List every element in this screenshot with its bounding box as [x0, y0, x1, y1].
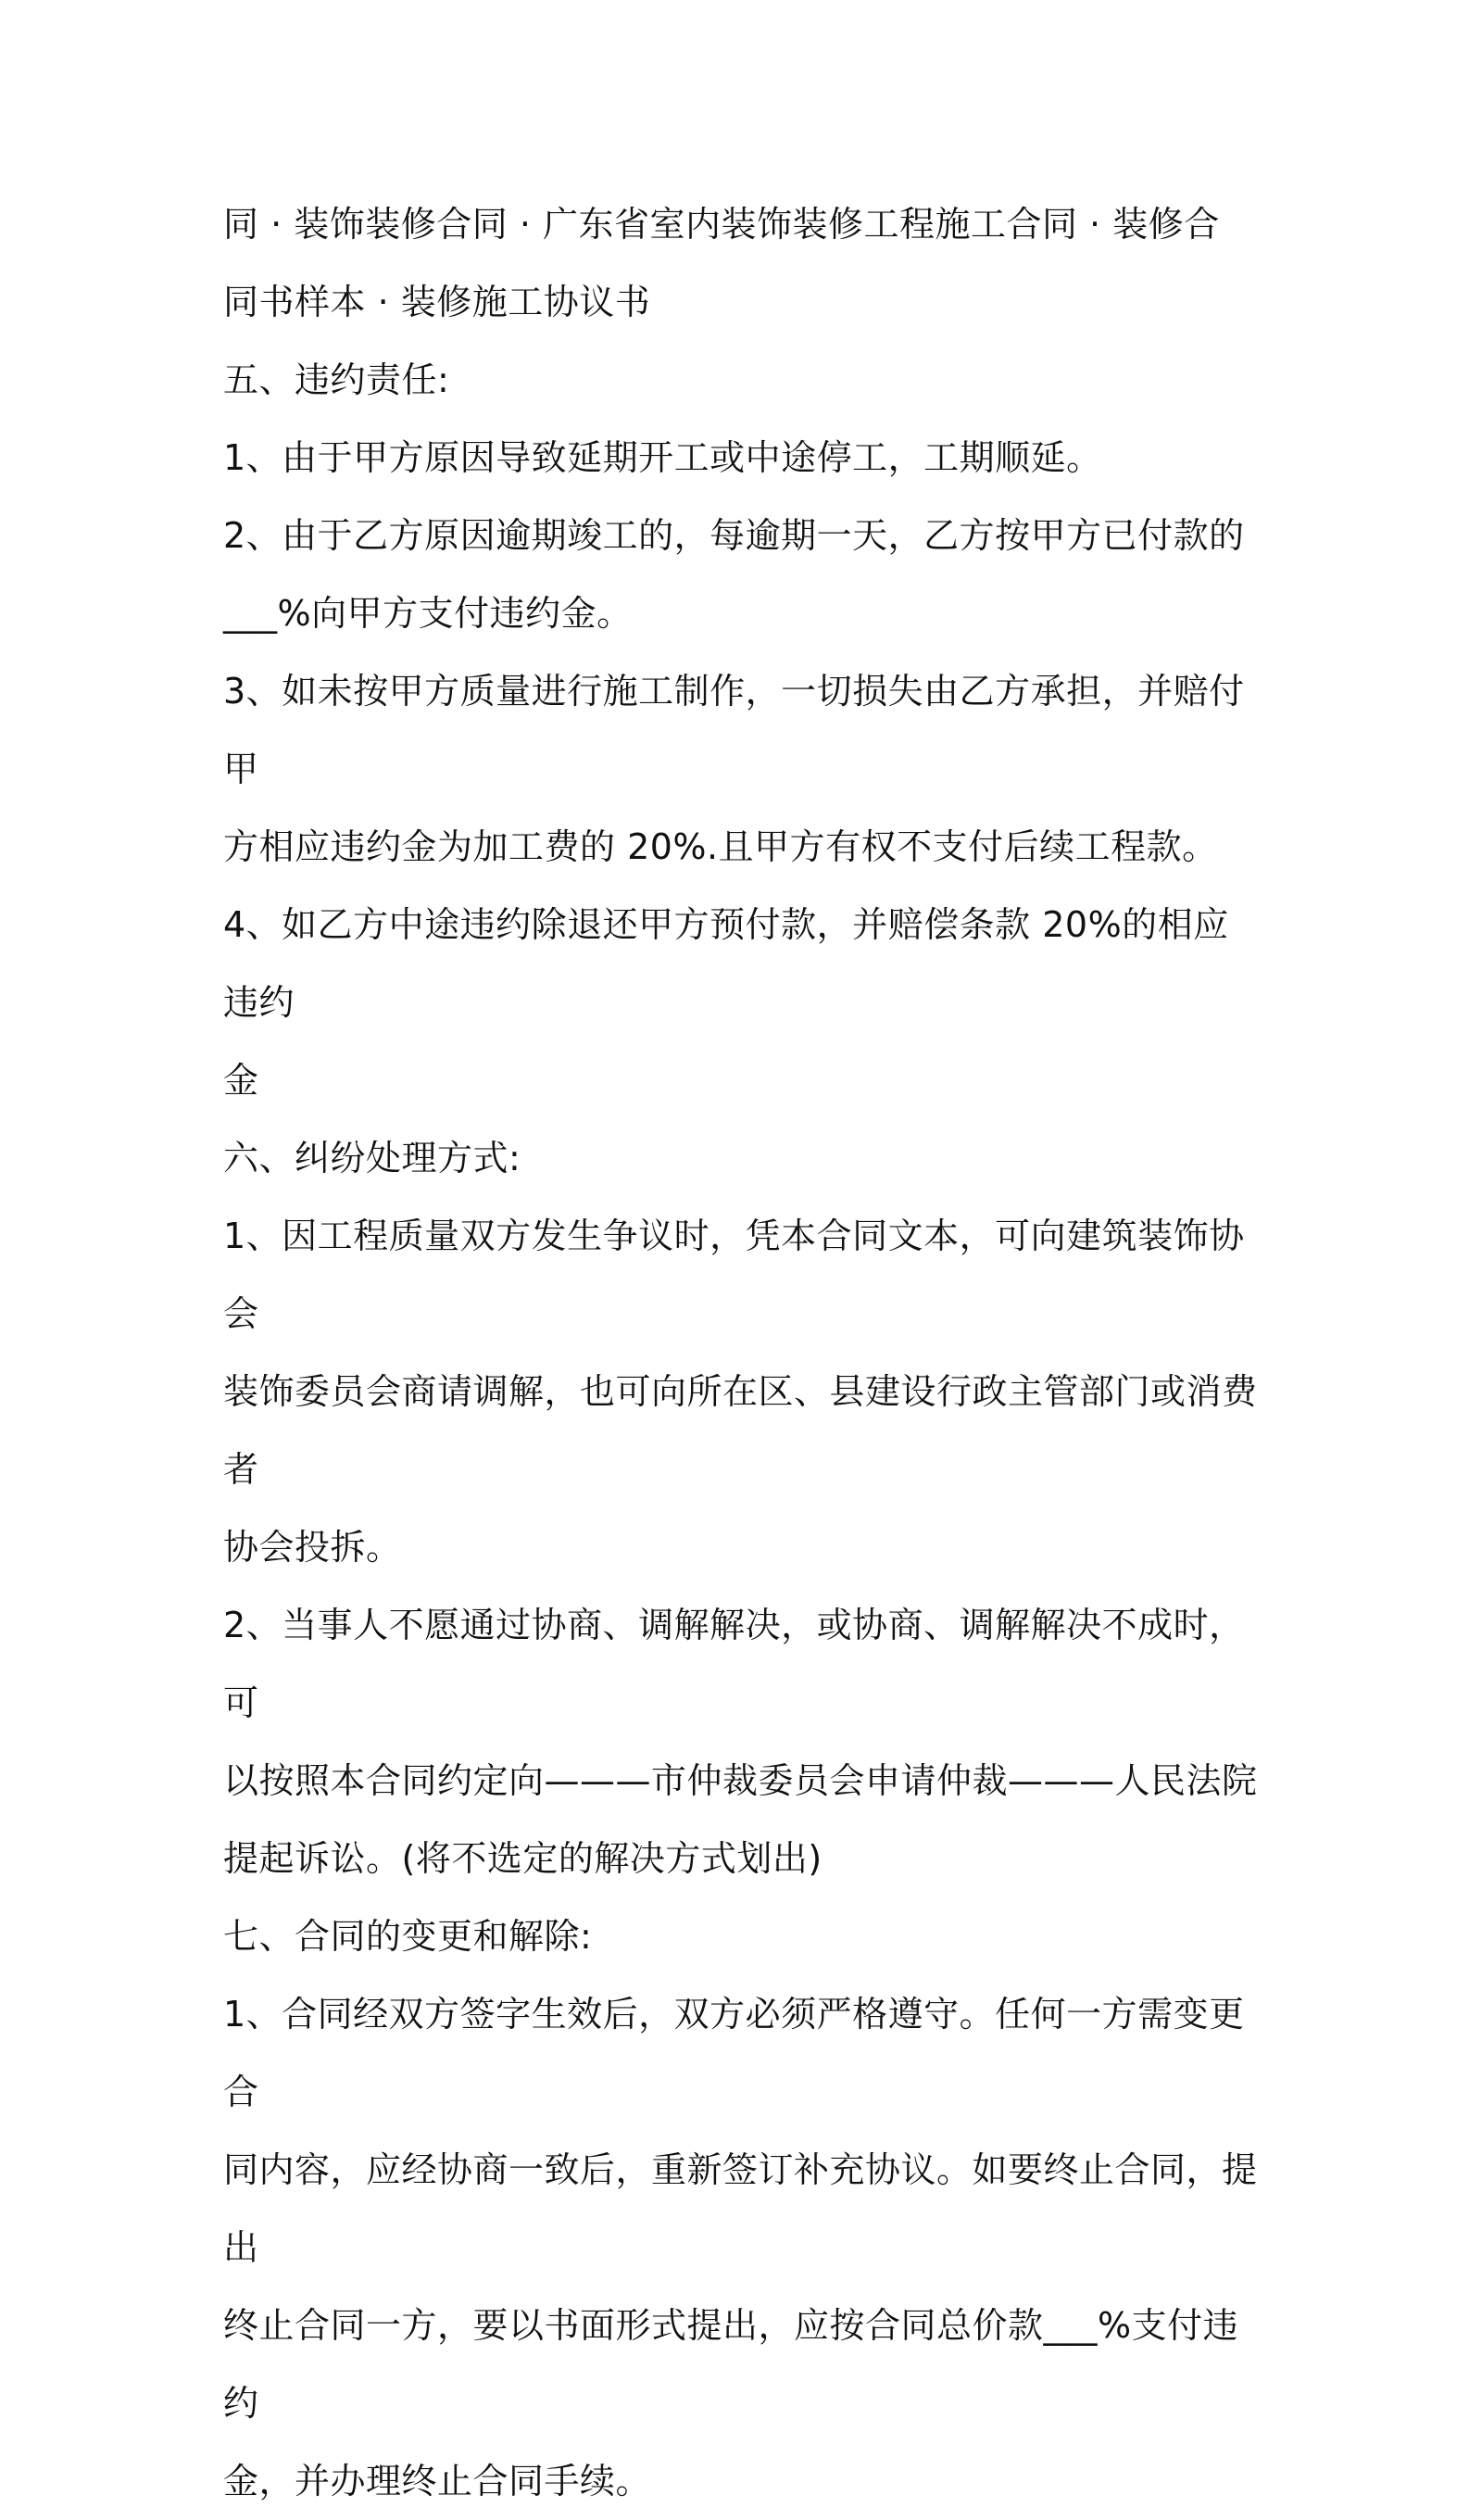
text-line-19: 1、合同经双方签字生效后，双方必须严格遵守。任何一方需变更合: [223, 1994, 1245, 2112]
text-line-4: 1、由于甲方原因导致延期开工或中途停工，工期顺延。: [223, 437, 1102, 478]
text-line-12: 1、因工程质量双方发生争议时，凭本合同文本，可向建筑装饰协会: [223, 1216, 1245, 1334]
text-line-7: 3、如未按甲方质量进行施工制作，一切损失由乙方承担，并赔付甲: [223, 671, 1245, 789]
text-line-1: 同 · 装饰装修合同 · 广东省室内装饰装修工程施工合同 · 装修合: [223, 204, 1220, 245]
text-line-14: 协会投拆。: [223, 1527, 402, 1568]
text-line-16: 以按照本合同约定向———市仲裁委员会申请仲裁———人民法院: [223, 1760, 1258, 1801]
text-line-5: 2、由于乙方原因逾期竣工的，每逾期一天，乙方按甲方已付款的: [223, 515, 1245, 556]
text-line-2: 同书样本 · 装修施工协议书: [223, 282, 651, 322]
text-line-13: 装饰委员会商请调解，也可向所在区、县建设行政主管部门或消费者: [223, 1371, 1258, 1490]
section-heading-contract-change: 七、合同的变更和解除:: [223, 1916, 593, 1957]
section-heading-breach-liability: 五、违约责任:: [223, 359, 450, 400]
text-line-8: 方相应违约金为加工费的 20%.且甲方有权不支付后续工程款。: [223, 826, 1218, 867]
section-heading-dispute-resolution: 六、纠纷处理方式:: [223, 1138, 521, 1178]
text-line-21: 终止合同一方，要以书面形式提出，应按合同总价款___%支付违约: [223, 2305, 1239, 2424]
text-line-22: 金，并办理终止合同手续。: [223, 2461, 652, 2501]
text-line-9: 4、如乙方中途违约除退还甲方预付款，并赔偿条款 20%的相应违约: [223, 904, 1229, 1023]
text-line-20: 同内容，应经协商一致后，重新签订补充协议。如要终止合同，提出: [223, 2149, 1258, 2268]
text-line-10: 金: [223, 1060, 259, 1101]
text-line-15: 2、当事人不愿通过协商、调解解决，或协商、调解解决不成时，可: [223, 1605, 1245, 1723]
text-line-6: ___%向甲方支付违约金。: [223, 593, 633, 634]
document-body: [223, 185, 1261, 2520]
text-line-17: 提起诉讼。(将不选定的解决方式划出): [223, 1838, 822, 1879]
